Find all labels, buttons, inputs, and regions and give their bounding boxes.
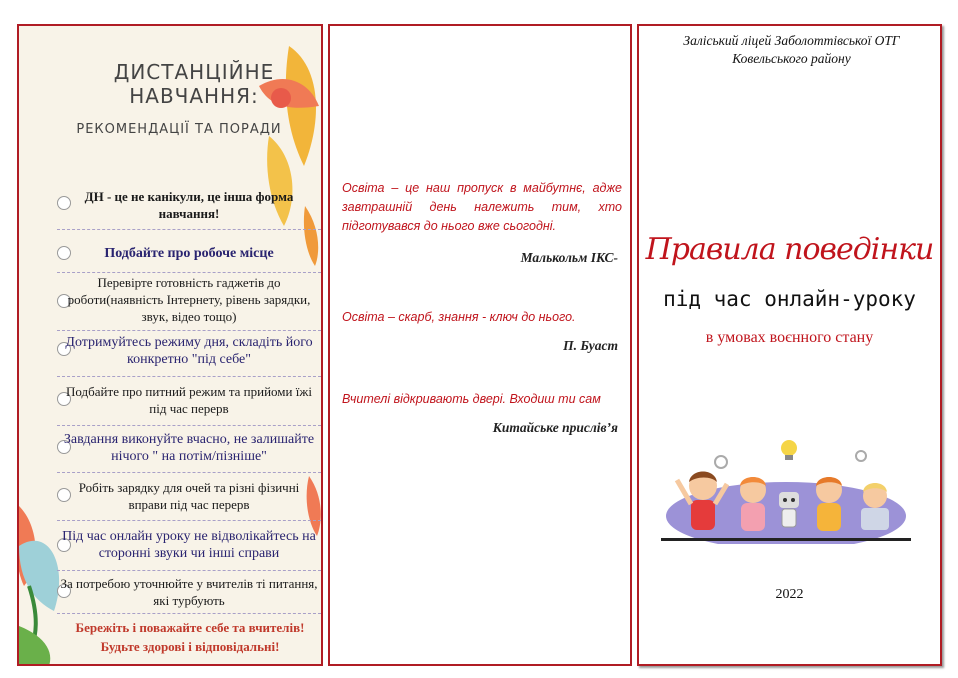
divider — [57, 613, 321, 614]
cover-panel — [637, 24, 942, 666]
cover-subtitle-2: в умовах воєнного стану — [705, 329, 874, 346]
tip-item: Під час онлайн уроку не відволікайтесь на сторонні звуки чи інші справи — [62, 529, 316, 561]
divider — [57, 229, 321, 230]
tip-item: За потребою уточнюйте у вчителів ті питання, які турбують — [60, 576, 318, 608]
divider — [57, 330, 321, 331]
quote-text: Освіта – це наш пропуск в майбутнє, адже завтрашній день належить тим, хто підготувався до нього вже сьогодні. — [342, 181, 622, 233]
cover-title: Правила поведінки — [645, 232, 934, 267]
tip-item: Перевірте готовність гаджетів до роботи(наявність Інтернету, рівень зарядки, звук, відео тощо) — [67, 275, 311, 324]
quote-author: Китайське прислів’я — [492, 420, 618, 435]
divider — [57, 472, 321, 473]
tip-item: Подбайте про робоче місце — [104, 246, 274, 261]
year: 2022 — [775, 587, 804, 602]
quote-author: Малькольм ІКС- — [520, 250, 618, 265]
divider — [57, 520, 321, 521]
tip-item: ДН - це не канікули, це інша форма навчання! — [84, 189, 294, 221]
quote-text: Освіта – скарб, знання - ключ до нього. — [342, 310, 576, 324]
quotes-panel — [328, 24, 632, 666]
divider — [57, 570, 321, 571]
kids-illustration — [661, 434, 911, 544]
quote-text: Вчителі відкривають двері. Входиш ти сам — [342, 392, 601, 406]
tips-subtitle: РЕКОМЕНДАЦІЇ ТА ПОРАДИ — [76, 122, 282, 137]
tips-title: ДИСТАНЦІЙНЕ НАВЧАННЯ: — [113, 60, 275, 108]
divider — [57, 376, 321, 377]
tip-item: Дотримуйтесь режиму дня, складіть його конкретно "під себе" — [65, 335, 313, 367]
divider — [57, 425, 321, 426]
divider — [57, 272, 321, 273]
cover-subtitle: під час онлайн-уроку — [663, 287, 916, 311]
tip-item: Завдання виконуйте вчасно, не залишайте нічого " на потім/пізніше" — [63, 432, 315, 464]
tip-item: Робіть зарядку для очей та різні фізичні вправи під час перерв — [78, 480, 300, 512]
tips-panel — [17, 24, 323, 666]
school-name: Заліський ліцей Заболоттівської ОТГ Ковельського району — [683, 33, 900, 66]
closing-text: Бережіть і поважайте себе та вчителів! Будьте здорові і відповідальні! — [75, 620, 305, 654]
quote-author: П. Буаст — [563, 338, 618, 353]
tip-item: Подбайте про питний режим та прийоми їжі під час перерв — [66, 384, 312, 416]
